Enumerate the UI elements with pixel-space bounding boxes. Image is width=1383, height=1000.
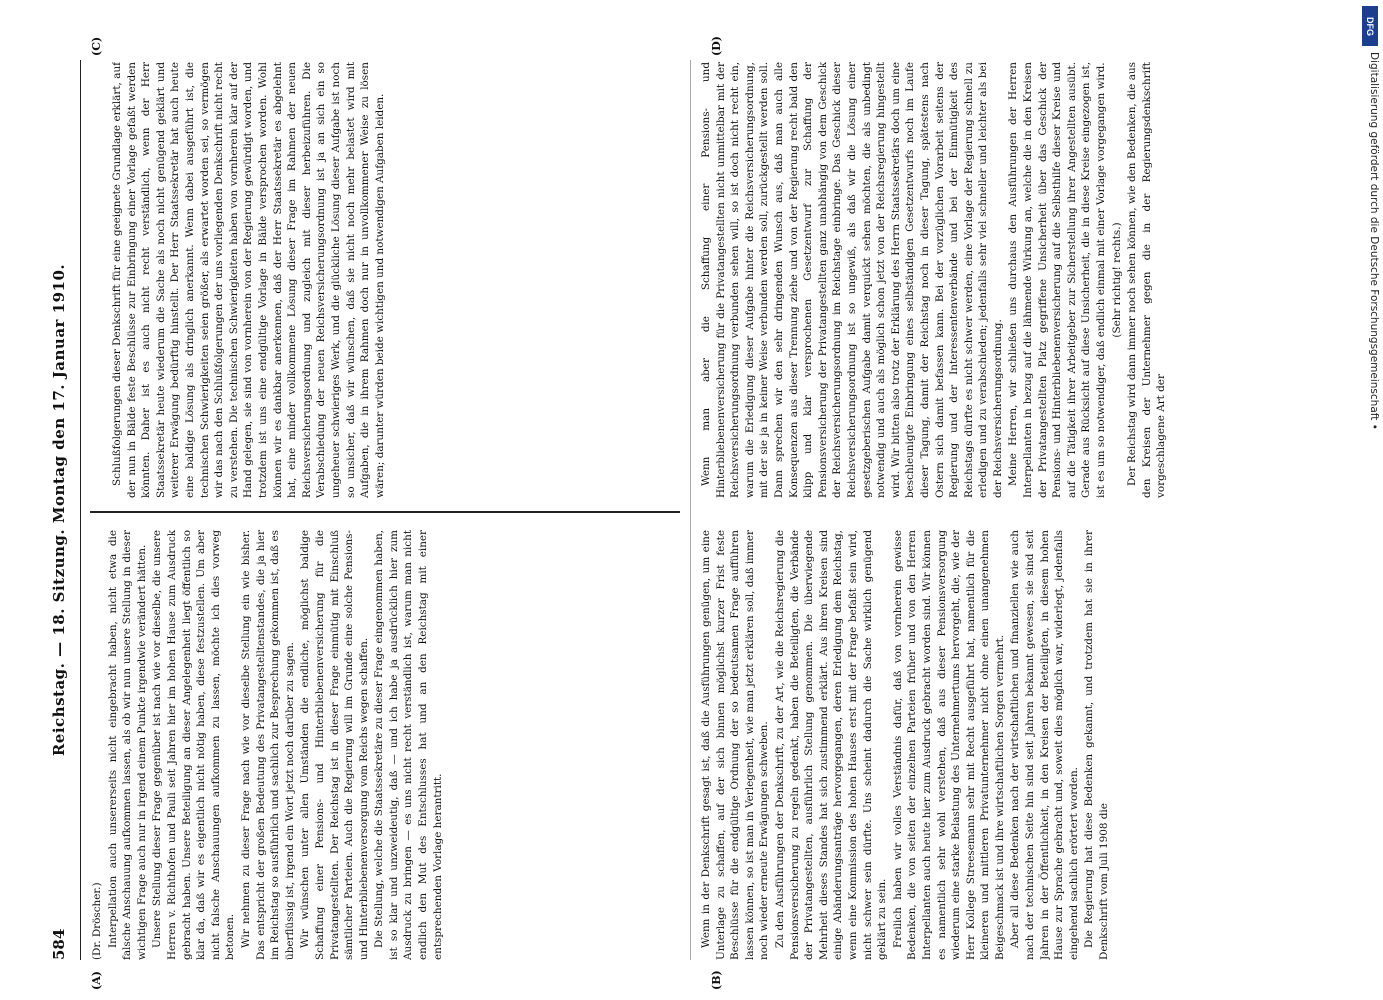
paragraph: Schlußfolgerungen dieser Denkschrift für eine geeignete Grundlage erklärt, auf der nun in Bälde feste Beschlüsse zur Einbringung einer Vorlage gefaßt werden könnten. Daher ist es auch nicht recht verständlich, wenn der Herr Staatssekretär heute wiederum die Sache als noch nicht genügend geklärt und weiterer Erwägung bedürftig hinstellt. Der Herr Staatssekretär hat auch heute eine baldige Lösung als dringlich anerkannt. Wenn dabei ausgeführt ist, die technischen Schwierigkeiten seien größer, als erwartet worden sei, so vermögen wir das nach den Schlußfolgerungen der uns vorliegenden Denkschrift nicht recht zu verstehen. Die technischen Schwierigkeiten haben von vornherein klar auf der Hand gelegen, sie sind von vornherein von der Regierung gewürdigt worden, und trotzdem ist uns eine endgültige Vorlage in Bälde versprochen worden. Wohl können wir es dankbar anerkennen, daß der Herr Staatssekretär es abgelehnt hat, eine minder vollkommene Lösung dieser Frage im Rahmen der neuen Reichsversicherungsordnung und zugleich mit dieser herbeizuführen. Die Verabschiedung der neuen Reichsversicherungsordnung ist ja an sich ein so ungeheuer schwieriges Werk, und die glückliche Lösung dieser Aufgabe ist noch so unsicher, daß wir wünschen, daß sie nicht noch mehr belastet wird mit Aufgaben, die in ihrem Rahmen doch nur in unvollkommener Weise zu lösen wären; darunter würden beide wichtigen und notwendigen Aufgaben leiden. xyxy=(111,62,386,498)
right-column-lower xyxy=(699,62,1299,498)
page-number: 584 xyxy=(50,928,68,960)
paragraph: Wenn man aber die Schaffung einer Pensions- und Hinterbliebenenversicherung für die Privatangestellten nicht unmittelbar mit der Reichsversicherungsordnung verbunden sehen will, so ist doch nicht recht ein, warum die Erledigung dieser Aufgabe hinter die Reichsversicherungsordnung, mit der sie ja in keiner Weise verbunden werden soll, zurückgestellt werden soll. Dann sprechen wir den sehr dringenden Wunsch aus, daß man auch alle Konsequenzen aus dieser Trennung ziehe und von der Regierung recht bald den klipp und klar versprochenen Gesetzentwurf zur Schaffung der Pensionsversicherung der Privatangestellten ganz unabhängig von dem Geschick der Reichsversicherungsordnung im Reichstage einbringe. Das Geschick dieser Reichsversicherungsordnung ist so ungewiß, als daß wir die Lösung einer gesetzgeberischen Aufgabe damit verquickt sehen möchten, die als unbedingt notwendig und auch als möglich schon jetzt von der Reichsregierung hingestellt wird. Wir bitten also trotz der Erklärung des Herrn Staatssekretärs doch um eine beschleunigte Einbringung eines selbständigen Gesetzentwurfs noch im Laufe dieser Tagung, damit der Reichstag noch in dieser Tagung, spätestens nach Ostern sich damit befassen kann. Bei der vorzüglichen Vorarbeit seitens der Regierung und der Interessentenverbände und bei der Einmütigkeit des Reichstags dürfte es nicht schwer werden, eine Vorlage der Regierung schnell zu erledigen und zu verabschieden; jedenfalls sehr viel schneller und leichter als bei der Reichsversicherungsordnung. xyxy=(700,62,1004,498)
paragraph: Zu den Ausführungen der Denkschrift, zu der Art, wie die Reichsregierung die Pensionsversicherung zu regeln gedenkt, haben die Beteiligten, die Verbände der Privatangestellten, ausführlich Stellung genommen. Die überwiegende Mehrheit dieses Standes hat sich zustimmend erklärt. Aus ihren Kreisen sind einige Abänderungsanträge hervorgegangen, deren Erledigung dem Reichstag, wenn eine Kommission des hohen Hauses erst mit der Frage befaßt sein wird, nicht schwer sein dürfte. Uns scheint dadurch die Sache wirklich genügend geklärt zu sein. xyxy=(773,530,889,960)
paragraph: Der Reichstag wird dann immer noch sehen können, wie den Bedenken, die aus den Kreisen der Unternehmer gegen die in der Regierungsdenkschrift vorgeschlagene Art der xyxy=(1126,62,1168,498)
paragraph: Wir nehmen zu dieser Frage nach wie vor dieselbe Stellung ein wie bisher. Das entspricht der großen Bedeutung des Privatangestelltenstandes, die ja hier im Reichstag so ausführlich und sachlich zur Besprechung gekommen ist, daß es überflüssig ist, irgend ein Wort jetzt noch darüber zu sagen. xyxy=(239,530,296,960)
lower-half xyxy=(690,60,1311,960)
margin-mark-b: (B) xyxy=(710,970,723,990)
interjection: (Sehr richtig! rechts.) xyxy=(1110,222,1123,338)
margin-mark-a: (A) xyxy=(90,971,103,990)
speaker-label: (Dr. Dröscher.) xyxy=(91,882,103,960)
paragraph: Aber all diese Bedenken nach der wirtschaftlichen und finanziellen wie auch nach der technischen Seite hin sind seit Jahren bekannt gewesen, sie sind seit Jahren in der Öffentlichkeit, in den Kreisen der Beteiligten, in diesem hohen Hause zur Sprache gebracht und, soweit dies möglich war, widerlegt, jedenfalls eingehend sachlich erörtert worden. xyxy=(1009,530,1080,960)
paragraph: Interpellation auch unsererseits nicht eingebracht haben, nicht etwa die falsche Anschauung aufkommen lassen, als ob wir nun unsere Stellung in dieser wichtigen Frage auch nur in irgend einem Punkte irgendwie verändert hätten. xyxy=(106,530,148,960)
paragraph: Die Stellung, welche die Staatssekretäre zu dieser Frage eingenommen haben, ist so klar und unzweideutig, daß — und ich habe ja ausdrücklich hier zum Ausdruck zu bringen — es uns nicht recht verständlich ist, warum man nicht endlich den Mut des Entschlusses hat und an den Reichstag mit einer entsprechenden Vorlage herantritt. xyxy=(373,530,444,960)
paragraph: Die Regierung hat diese Bedenken gekannt, und trotzdem hat sie in ihrer Denkschrift vom Juli 1908 die xyxy=(1083,530,1111,960)
dfg-logo: DFG xyxy=(1362,6,1378,46)
left-column xyxy=(90,530,670,960)
page-title: Reichstag. — 18. Sitzung. Montag den 17. Januar 1910. xyxy=(50,263,68,757)
right-column xyxy=(110,62,690,498)
paragraph: Wenn in der Denkschrift gesagt ist, daß die Ausführungen genügen, um eine Unterlage zu schaffen, auf der sich binnen möglichst kurzer Frist feste Beschlüsse für die endgültige Ordnung der so bedeutsamen Frage aufführen lassen können, so ist man in Verlegenheit, wie man jetzt erklären soll, daß immer noch wieder erneute Erwägungen schweben. xyxy=(700,530,771,960)
paragraph: Wir wünschen unter allen Umständen die endliche, möglichst baldige Schaffung einer Pensions- und Hinterbliebenenversicherung für die Privatangestellten. Der Reichstag ist in dieser Frage einmütig mit Einschluß sämtlicher Parteien. Auch die Regierung will im Grunde eine solche Pensions- und Hinterbliebenenversorgung vom Reichs wegen schaffen. xyxy=(299,530,370,960)
paragraph: Meine Herren, wir schließen uns durchaus den Ausführungen der Herren Interpellanten in bezug auf die lähmende Wirkung an, welche die in den Kreisen der Privatangestellten Platz gegriffene Unsicherheit über das Geschick der Pensions- und Hinterbliebenenversicherung auf die Selbsthilfe dieser Kreise und auf die Tätigkeit ihrer Arbeitgeber zur Sicherstellung ihrer Angestellten ausübt. Gerade aus Rücksicht auf diese Unsicherheit, die in diese Kreise eingezogen ist, ist es um so notwendiger, daß endlich einmal mit einer Vorlage vorgegangen wird. xyxy=(1007,62,1108,498)
digitization-note: Digitalisierung gefördert durch die Deutsche Forschungsgemeinschaft • xyxy=(1368,52,1380,430)
page-header xyxy=(50,60,81,960)
scanned-page xyxy=(50,36,1330,990)
paragraph: Freilich haben wir volles Verständnis dafür, daß von vornherein gewisse Bedenken, die von seiten der einzelnen Parteien früher und von den Herren Interpellanten auch heute hier zum Ausdruck gebracht worden sind. Wir können es namentlich sehr wohl verstehen, daß aus dieser Pensionsversorgung wiederum eine starke Belastung des Unternehmertums hervorgeht, die, wie der Herr Kollege Streesemann sehr mit Recht ausgeführt hat, namentlich für die kleineren und mittleren Privatunternehmer nicht ohne einen unangenehmen Beigeschmack ist und ihre wirtschaftlichen Sorgen vermehrt. xyxy=(891,530,1006,960)
column-divider xyxy=(90,512,680,514)
left-column-lower xyxy=(699,530,1299,960)
digitization-strip xyxy=(1360,0,1382,1000)
margin-mark-d: (D) xyxy=(710,36,723,56)
margin-mark-c: (C) xyxy=(90,36,103,56)
paragraph: Unsere Stellung dieser Frage gegenüber ist nach wie vor dieselbe, die unsere Herren v. Richthofen und Pauli seit Jahren hier im hohen Hause zum Ausdruck gebracht haben. Unsere Beteiligung an dieser Angelegenheit liegt öffentlich so klar da, daß wir es eigentlich nicht nötig haben, diese festzustellen. Um aber nicht falsche Anschauungen aufkommen zu lassen, möchte ich dies vorweg betonen. xyxy=(151,530,237,960)
